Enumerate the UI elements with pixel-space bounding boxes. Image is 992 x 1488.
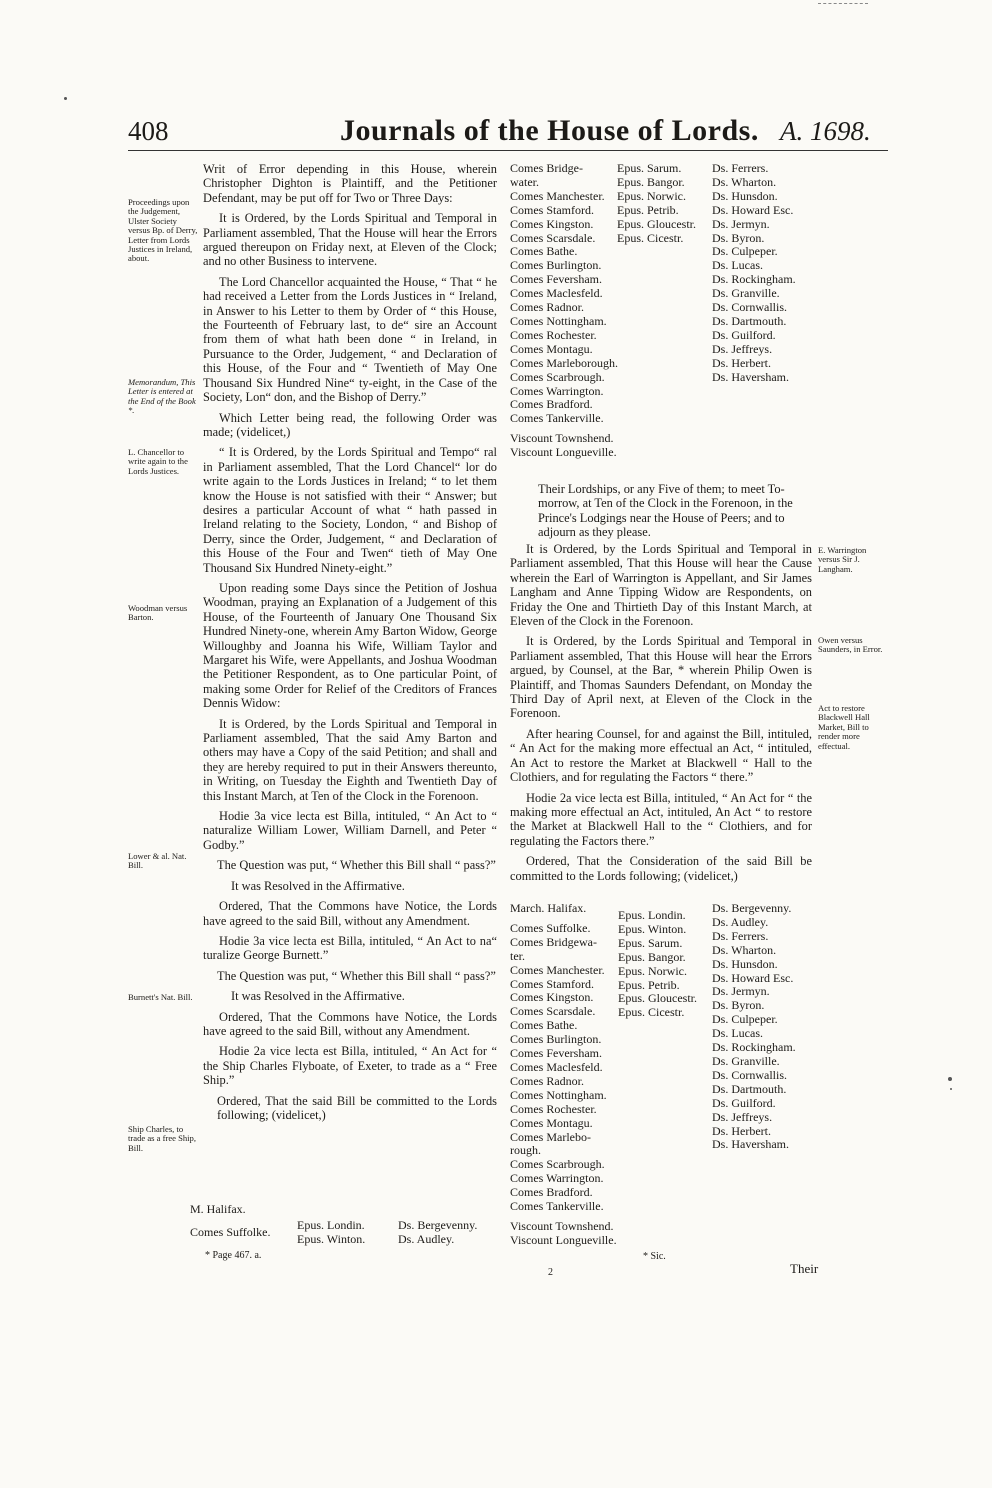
paragraph: It is Ordered, by the Lords Spiritual and Temporal in Parliament assembled, That the said Amy Barton and others may have a Copy of the said Petition; and shall and they are hereby required to put in their Answers thereunto, in Writing, on Tuesday the Eighth and Twentieth Day of this Instant March, at Ten of the Clock in the Forenoon. [203,716,497,803]
list-item: Comes Radnor. [510,1073,584,1088]
list-item: Comes Bathe. [510,1018,578,1033]
list-item: Ds. Bergevenny. [398,1218,478,1232]
paragraph: After hearing Counsel, for and against the Bill, intituled, “ An Act for the making more effectual an Act, “ intituled, An Act to restore the Market at Blackwell “ Hall to the Clothiers, and for regulating the Factors “ there.” [510,726,812,785]
list-item: Epus. Sarum. [618,935,683,950]
list-item: Comes Rochester. [510,1101,597,1116]
list-item: Epus. Bangor. [618,949,686,964]
margin-note: Memorandum, This Letter is entered at the End of the Book *. [128,377,196,416]
list-item: Ds. Herbert. [712,355,771,370]
list-item: Comes Manchester. [510,188,605,203]
list-item: Viscount Longueville. [510,1232,617,1247]
list-item: Ds. Hunsdon. [712,956,778,971]
list-item: Ds. Granville. [712,1053,780,1068]
list-item: Ds. Dartmouth. [712,313,787,328]
list-item: ter. [510,948,525,963]
list-item: Epus. Cicestr. [618,1005,685,1020]
page-number: 408 [128,116,169,146]
ds-list-bottom [712,902,796,1152]
list-item: Epus. Londin. [618,908,686,922]
right-column-body [510,542,812,889]
list-item: Ds. Jermyn. [712,216,770,231]
list-item: Viscount Longueville. [510,445,617,460]
margin-note: Burnett's Nat. Bill. [128,992,193,1002]
epus-list-top [617,162,696,245]
list-item: Comes Scarbrough. [510,369,605,384]
list-item: Ds. Cornwallis. [712,1067,787,1082]
margin-note: E. Warrington versus Sir J. Langham. [818,545,867,574]
comes-list-top [510,162,618,460]
list-item: Comes Nottingham. [510,313,607,328]
committee-comes [190,1226,270,1240]
margin-note: Proceedings upon the Judgement, Ulster Society versus Bp. of Derry, Letter from Lords Justices in Ireland, about. [128,197,198,264]
list-item: Ds. Rockingham. [712,272,796,287]
list-item: Ds. Byron. [712,230,765,245]
list-item: rough. [510,1143,541,1158]
list-item: Epus. Petrib. [617,202,679,217]
list-item: Comes Stamford. [510,976,594,991]
sic-note: * Sic. [643,1251,666,1262]
list-item: Comes Bradford. [510,1185,593,1200]
paragraph: It is Ordered, by the Lords Spiritual and Temporal in Parliament assembled, That this House will hear the Cause wherein the Earl of Warrington is Appellant, and Sir James Langham and Anne Tipping Widow are Respondents, on Friday the One and Thirtieth Day of this Instant March, at Eleven of the Clock in the Forenoon. [510,542,812,629]
paragraph: Writ of Error depending in this House, wherein Christopher Dighton is Plaintiff, and the Petitioner Defendant, may be put off for Two or Three Days: [203,162,497,205]
list-item: Epus. Cicestr. [617,230,684,245]
list-item: Comes Suffolke. [190,1225,271,1239]
page-year: A. 1698. [780,116,871,146]
paragraph: Ordered, That the Commons have Notice, the Lords have agreed to the said Bill, without any Amendment. [203,899,497,928]
list-item: Ds. Wharton. [712,174,777,189]
list-item: March. Halifax. [510,901,587,915]
list-item: Comes Scarbrough. [510,1157,605,1172]
paragraph: Hodie 2a vice lecta est Billa, intituled, “ An Act for “ the Ship Charles Flyboate, of Exeter, to trade as a “ Free Ship.” [203,1044,497,1088]
speck-mark [64,97,67,100]
left-column-upper [203,162,497,1128]
list-item: Ds. Jermyn. [712,984,770,999]
list-item: Comes Manchester. [510,962,605,977]
paragraph: Hodie 2a vice lecta est Billa, intituled, “ An Act for “ the making more effectual an Act, intituled, An Act “ to restore the Market at Blackwell Hall to the “ Clothiers, and for regulating the Factors there.” [510,790,812,848]
list-item: Comes Marlebo- [510,1129,591,1144]
committee-epus [297,1219,365,1247]
list-item: Ds. Herbert. [712,1123,771,1138]
margin-note: Woodman versus Barton. [128,603,188,623]
list-item: Ds. Hunsdon. [712,188,778,203]
list-item: Comes Warrington. [510,383,604,398]
paragraph: Ordered, That the said Bill be committed to the Lords following; (videlicet,) [217,1093,497,1122]
paragraph: Hodie 3a vice lecta est Billa, intituled, “ An Act to na“ turalize George Burnett.” [203,933,497,963]
paragraph: The Question was put, “ Whether this Bill shall “ pass?” [217,968,496,983]
list-item: Comes Bridge- [510,161,583,175]
list-item: Ds. Wharton. [712,942,777,957]
list-item: Ds. Audley. [712,914,769,929]
footnote: * Page 467. a. [205,1250,262,1261]
list-item: Ds. Jeffreys. [712,1109,773,1124]
margin-note: Act to restore Blackwell Hall Market, Bill to render more effectual. [818,703,870,751]
list-item: Ds. Cornwallis. [712,300,787,315]
list-item: Comes Scarsdale. [510,1004,596,1019]
list-item: Epus. Sarum. [617,161,682,175]
list-item: Ds. Haversham. [712,1137,789,1152]
paragraph: Ordered, That the Consideration of the said Bill be committed to the Lords following; (videlicet,) [510,854,812,883]
paragraph: The Question was put, “ Whether this Bill shall “ pass?” [217,858,496,873]
list-item: Ds. Granville. [712,286,780,301]
list-item: Comes Maclesfeld. [510,286,603,301]
list-item: Comes Burlington. [510,258,602,273]
list-item: Comes Bridgewa- [510,934,597,949]
page-title: Journals of the House of Lords. [340,114,759,147]
header-rule [128,150,888,151]
lordships-note: Their Lordships, or any Five of them; to meet To-morrow, at Ten of the Clock in the Forenoon, in the Prince's Lodgings near the House of Peers; and to adjourn as they please. [538,482,793,540]
list-item: Epus. Londin. [297,1218,365,1232]
list-item: Viscount Townshend. [510,1218,614,1233]
margin-note: Ship Charles, to trade as a free Ship, Bill. [128,1124,197,1153]
list-item: Comes Stamford. [510,202,594,217]
list-item: Ds. Lucas. [712,1026,763,1041]
list-item: Comes Feversham. [510,272,602,287]
list-item: Comes Rochester. [510,327,597,342]
list-item: Epus. Bangor. [617,174,685,189]
list-item: Comes Marleborough. [510,355,618,370]
list-item: Ds. Lucas. [712,258,763,273]
list-item: Ds. Culpeper. [712,1012,778,1027]
margin-note: L. Chancellor to write again to the Lords Justices. [128,447,188,476]
paragraph: Ordered, That the Commons have Notice, the Lords have agreed to the said Bill, without any Amendment. [203,1009,497,1038]
committee-ds [398,1219,477,1247]
list-item: Viscount Townshend. [510,431,614,446]
list-item: Comes Kingston. [510,216,594,231]
list-item: Comes Tankerville. [510,411,604,426]
list-item: Ds. Ferrers. [712,161,769,175]
list-item: Ds. Culpeper. [712,244,778,259]
list-item: Ds. Audley. [398,1231,455,1246]
committee-head: M. Halifax. [190,1202,246,1216]
list-item: Epus. Gloucestr. [617,216,696,231]
list-item: Ds. Byron. [712,998,765,1013]
list-item: Comes Tankerville. [510,1199,604,1214]
signature-mark: 2 [548,1267,553,1278]
list-item: Comes Radnor. [510,300,584,315]
list-item: Comes Warrington. [510,1171,604,1186]
list-item: Comes Montagu. [510,1115,593,1130]
list-item: Comes Scarsdale. [510,230,596,245]
list-item: Epus. Gloucestr. [618,991,697,1006]
list-item: Comes Maclesfeld. [510,1059,603,1074]
list-item: Ds. Haversham. [712,369,789,384]
list-item: Ds. Jeffreys. [712,341,773,356]
speck-mark [948,1077,952,1081]
list-item: Epus. Norwic. [618,963,687,978]
list-item: Ds. Ferrers. [712,928,769,943]
list-item: Ds. Rockingham. [712,1040,796,1055]
paragraph: It is Ordered, by the Lords Spiritual and Temporal in Parliament assembled, That the House will hear the Errors argued thereupon on Friday next, at Eleven of the Clock; and no other Business to intervene. [203,211,497,269]
list-item: Comes Nottingham. [510,1087,607,1102]
paragraph: Upon reading some Days since the Petition of Joshua Woodman, praying an Explanation of a Judgement of this House, of the Fourteenth of January One Thousand Six Hundred Ninety-one, wherein Amy Barton Widow, George Willoughby and Joanna his Wife, William Taylor and Margaret his Wife, were Appellants, and Joshua Woodman the Petitioner Respondent, as to One particular Point, of making some Order for Relief of the Creditors of Frances Dennis Widow: [203,580,497,711]
list-item: Comes Bradford. [510,397,593,412]
list-item: Comes Bathe. [510,244,578,259]
epus-list-bottom [618,909,697,1020]
paragraph: Hodie 3a vice lecta est Billa, intituled, “ An Act to “ naturalize William Lower, William Darnell, and Peter “ Godby.” [203,809,497,852]
list-item: Comes Kingston. [510,990,594,1005]
paragraph: Which Letter being read, the following Order was made; (videlicet,) [203,410,497,439]
list-item: water. [510,174,539,189]
list-item: Comes Montagu. [510,341,593,356]
list-item: Ds. Howard Esc. [712,970,794,985]
ds-list-top [712,162,796,385]
top-edge-mark [818,3,868,6]
list-item: Epus. Winton. [297,1231,366,1246]
list-item: Ds. Guilford. [712,1095,776,1110]
paragraph: The Lord Chancellor acquainted the House, “ That “ he had received a Letter from the Lords Justices in “ Ireland, in Answer to his Letter to them by Order of “ this House, the Fourteenth of February last, to de“ sire an Account from them of what hath been done “ in Ireland, in Pursuance to the Order, Judgement, “ and Declaration of this House, of the Four and “ Twentieth of May One Thousand Six Hundred Nine“ ty-eight, in the Case of the Society, Lon“ don, and the Bishop of Derry.” [203,274,497,405]
list-item: Epus. Winton. [618,921,687,936]
paragraph: It was Resolved in the Affirmative. [231,989,405,1004]
paragraph: It is Ordered, by the Lords Spiritual and Temporal in Parliament assembled, That this House will hear the Errors argued, by Counsel, at the Bar, * wherein Philip Owen is Plaintiff, and Thomas Saunders Defendant, on Monday the Third Day of April next, at Eleven of the Clock in the Forenoon. [510,634,812,721]
list-item: Comes Burlington. [510,1032,602,1047]
list-item: Comes Feversham. [510,1046,602,1061]
list-item: Comes Suffolke. [510,920,591,935]
list-item: Ds. Dartmouth. [712,1081,787,1096]
comes-list-bottom [510,902,617,1248]
margin-note: Lower & al. Nat. Bill. [128,851,187,871]
list-item: Ds. Guilford. [712,327,776,342]
speck-mark [950,1088,952,1090]
paragraph: “ It is Ordered, by the Lords Spiritual and Tempo“ ral in Parliament assembled, That the Lord Chancel“ lor do write again to the Lords Justices in Ireland; “ to let them know the House is not satisfied with their “ Answer; but desires a particular Account of what “ hath passed in Ireland relating to the Society, London, “ and Bishop of Derry, since the Order, Judgement, “ and Declaration of this House of the Four and Twen“ tieth of May One Thousand Six Hundred Ninety-eight.” [203,445,497,575]
margin-note: Owen versus Saunders, in Error. [818,635,883,655]
paragraph: It was Resolved in the Affirmative. [231,878,405,893]
catchword: Their [790,1261,819,1276]
list-item: Ds. Bergevenny. [712,901,792,915]
list-item: Ds. Howard Esc. [712,202,794,217]
list-item: Epus. Petrib. [618,977,680,992]
list-item: Epus. Norwic. [617,188,686,203]
